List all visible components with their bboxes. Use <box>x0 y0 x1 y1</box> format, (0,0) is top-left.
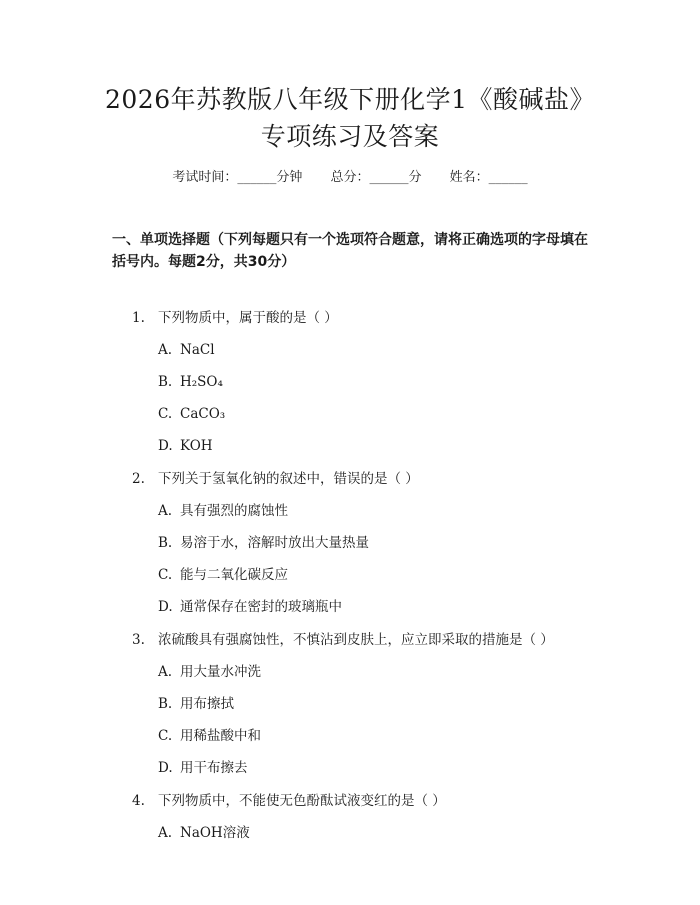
option-letter: A. <box>158 503 173 519</box>
exam-name-field: 姓名：______ <box>449 170 528 185</box>
question-3 <box>132 630 554 650</box>
question-2 <box>132 469 419 489</box>
option-letter: C. <box>158 406 173 422</box>
question-3-option-c <box>158 726 261 746</box>
option-text: 通常保存在密封的玻璃瓶中 <box>180 599 342 615</box>
question-1-option-a <box>158 340 215 360</box>
option-letter: B. <box>158 535 173 551</box>
exam-info-row <box>0 168 700 188</box>
question-stem: 下列物质中，不能使无色酚酞试液变红的是（ ） <box>158 793 446 809</box>
option-text: 用布擦拭 <box>180 696 234 712</box>
question-1-option-d <box>158 436 213 456</box>
option-text: 用大量水冲洗 <box>180 664 261 680</box>
question-stem: 下列物质中，属于酸的是（ ） <box>158 310 338 326</box>
option-letter: C. <box>158 567 173 583</box>
option-text: 能与二氧化碳反应 <box>180 567 288 583</box>
option-letter: A. <box>158 825 173 841</box>
option-text: 用干布擦去 <box>180 760 248 776</box>
question-number: 1. <box>132 310 145 326</box>
option-letter: D. <box>158 760 173 776</box>
option-letter: A. <box>158 664 173 680</box>
question-number: 4. <box>132 793 145 809</box>
question-number: 2. <box>132 471 145 487</box>
question-3-option-b <box>158 694 234 714</box>
option-letter: A. <box>158 342 173 358</box>
question-stem: 浓硫酸具有强腐蚀性，不慎沾到皮肤上，应立即采取的措施是（ ） <box>158 632 554 648</box>
exam-score-field: 总分：______分 <box>330 170 422 185</box>
document-title-line1: 2026年苏教版八年级下册化学1《酸碱盐》 <box>104 85 596 114</box>
option-letter: D. <box>158 599 173 615</box>
option-text: 易溶于水，溶解时放出大量热量 <box>180 535 369 551</box>
option-text: KOH <box>180 438 213 454</box>
question-4-option-a <box>158 823 250 843</box>
question-4 <box>132 791 446 811</box>
section-heading-single-choice: 一、单项选择题（下列每题只有一个选项符合题意，请将正确选项的字母填在括号内。每题2分，共30分） <box>112 232 588 270</box>
exam-time-field: 考试时间：______分钟 <box>172 170 303 185</box>
document-title-line2: 专项练习及答案 <box>260 122 440 151</box>
option-letter: C. <box>158 728 173 744</box>
option-text: 用稀盐酸中和 <box>180 728 261 744</box>
option-text: NaOH溶液 <box>180 825 250 841</box>
option-letter: B. <box>158 374 173 390</box>
option-text: H₂SO₄ <box>180 374 223 390</box>
question-3-option-a <box>158 662 261 682</box>
question-3-option-d <box>158 758 248 778</box>
option-letter: D. <box>158 438 173 454</box>
question-1-option-b <box>158 372 223 392</box>
question-stem: 下列关于氢氧化钠的叙述中，错误的是（ ） <box>158 471 419 487</box>
question-1-option-c <box>158 404 225 424</box>
option-text: CaCO₃ <box>180 406 226 422</box>
question-2-option-b <box>158 533 369 553</box>
question-2-option-c <box>158 565 288 585</box>
option-text: 具有强烈的腐蚀性 <box>180 503 288 519</box>
option-letter: B. <box>158 696 173 712</box>
question-number: 3. <box>132 632 145 648</box>
question-2-option-d <box>158 597 342 617</box>
question-2-option-a <box>158 501 288 521</box>
option-text: NaCl <box>180 342 215 358</box>
question-1 <box>132 308 338 328</box>
